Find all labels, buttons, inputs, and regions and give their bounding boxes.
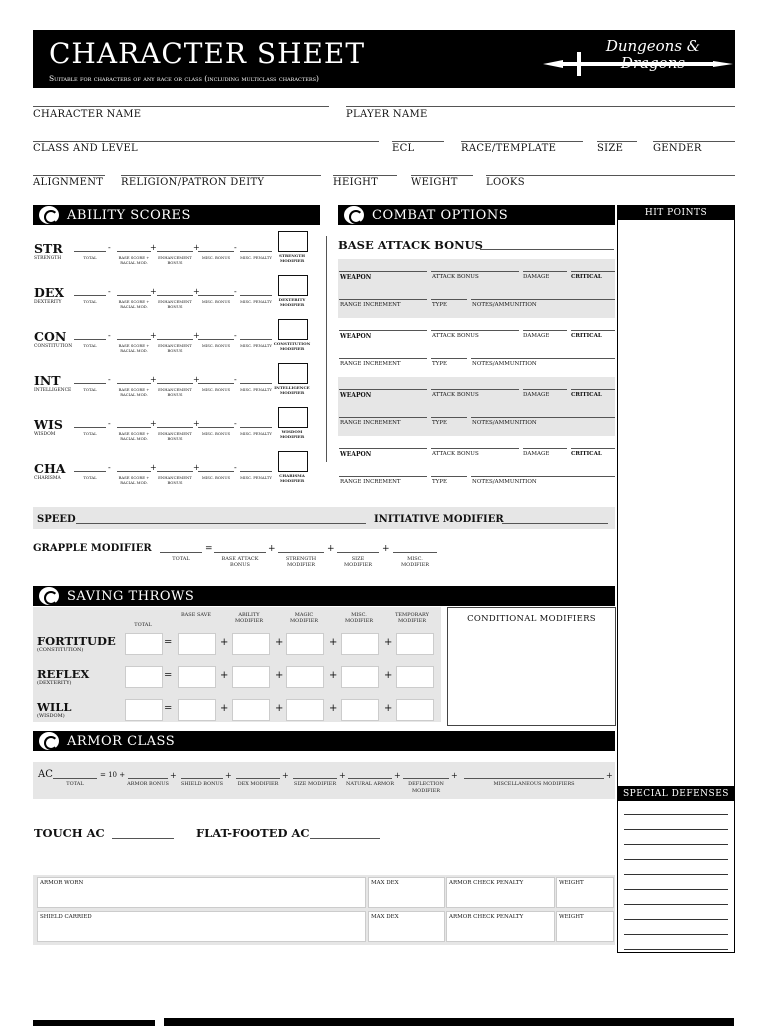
ability-wis-field[interactable] [240, 427, 272, 428]
ability-wis-label: WIS [34, 417, 63, 432]
special-defense-line[interactable] [624, 859, 728, 860]
ability-wis-sublabel: TOTAL [83, 431, 97, 436]
ac-sublabel: ARMOR BONUS [127, 781, 169, 787]
looks-label: LOOKS [486, 177, 525, 188]
religion-label: RELIGION/PATRON DEITY [121, 177, 265, 188]
dragon-emblem-icon [344, 206, 364, 224]
special-defense-line[interactable] [624, 949, 728, 950]
ability-str-fullname: STRENGTH [34, 256, 62, 261]
operator: + [220, 670, 229, 681]
range-increment-label: RANGE INCREMENT [340, 479, 401, 485]
damage-label: DAMAGE [523, 333, 550, 339]
ability-wis-field[interactable] [74, 427, 106, 428]
ability-con-sublabel: MISC. PENALTY [240, 343, 272, 348]
ability-int-field[interactable] [240, 383, 272, 384]
ecl-label: ECL [392, 143, 415, 154]
alignment-label: ALIGNMENT [33, 177, 104, 188]
save-ref-field[interactable] [396, 666, 434, 688]
operator: + [329, 670, 338, 681]
attack-bonus-label: ATTACK BONUS [432, 333, 479, 339]
ac-sublabel: SHIELD BONUS [180, 781, 224, 787]
weapon-field[interactable] [431, 389, 519, 390]
special-defense-line[interactable] [624, 919, 728, 920]
sheet-subtitle: Suitable for characters of any race or class (including multiclass characters) [49, 74, 319, 83]
operator: + [606, 771, 613, 780]
ability-str-label: STR [34, 241, 63, 256]
ability-con-label: CON [34, 329, 67, 344]
weapon-field[interactable] [339, 389, 427, 390]
ac-sublabel: NATURAL ARMOR [346, 781, 394, 787]
ability-cha-sublabel: BASE SCORE + RACIAL MOD. [118, 475, 150, 485]
dragon-emblem-icon [39, 587, 59, 605]
save-will-field[interactable] [178, 699, 216, 721]
ability-wis-sublabel: MISC. PENALTY [240, 431, 272, 436]
weapon-field[interactable] [339, 476, 427, 477]
operator: + [329, 703, 338, 714]
weapon-field[interactable] [339, 330, 427, 331]
special-defense-line[interactable] [624, 934, 728, 935]
operator: + [170, 771, 177, 780]
operator: - [108, 331, 111, 340]
operator: + [220, 637, 229, 648]
weapon-label: WEAPON [340, 274, 372, 281]
ability-int-label: INT [34, 373, 61, 388]
ability-wis-sublabel: ENHANCEMENT BONUS [158, 431, 192, 441]
operator: + [451, 771, 458, 780]
weapon-field[interactable] [339, 271, 427, 272]
ability-wis-modifier-box[interactable] [278, 407, 308, 428]
special-defense-line[interactable] [624, 889, 728, 890]
ability-str-sublabel: TOTAL [83, 255, 97, 260]
ability-int-modifier-label: INTELLIGENCE MODIFIER [274, 385, 310, 395]
ability-con-field[interactable] [157, 339, 193, 340]
ability-str-modifier-label: STRENGTH MODIFIER [278, 253, 306, 263]
ability-str-field[interactable] [74, 251, 106, 252]
operator: + [193, 419, 200, 428]
ac-field[interactable] [293, 778, 337, 779]
sheet-title: CHARACTER SHEET [49, 37, 366, 70]
weapon-field[interactable] [471, 476, 615, 477]
operator: + [150, 331, 157, 340]
damage-label: DAMAGE [523, 274, 550, 280]
ability-cha-sublabel: TOTAL [83, 475, 97, 480]
save-fort-label: FORTITUDE [37, 634, 116, 648]
critical-label: CRITICAL [571, 333, 602, 339]
special-defenses-box[interactable] [617, 786, 735, 953]
notes-label: NOTES/AMMUNITION [472, 361, 537, 367]
weapon-field[interactable] [523, 448, 567, 449]
ability-str-sublabel: MISC. BONUS [201, 255, 231, 260]
armor-weight-label: WEIGHT [559, 914, 584, 920]
weapon-field[interactable] [571, 389, 615, 390]
character-name-label: CHARACTER NAME [33, 109, 142, 120]
critical-label: CRITICAL [571, 274, 602, 280]
base-attack-bonus-label: BASE ATTACK BONUS [338, 238, 483, 252]
ability-dex-sublabel: ENHANCEMENT BONUS [158, 299, 192, 309]
ac-sublabel: MISCELLANEOUS MODIFIERS [493, 781, 575, 787]
operator: - [108, 419, 111, 428]
ability-dex-sublabel: BASE SCORE + RACIAL MOD. [118, 299, 150, 309]
operator: - [108, 375, 111, 384]
ability-dex-label: DEX [34, 285, 65, 300]
ability-int-sublabel: ENHANCEMENT BONUS [158, 387, 192, 397]
ability-str-sublabel: MISC. PENALTY [240, 255, 272, 260]
ability-con-fullname: CONSTITUTION [34, 344, 73, 349]
header-banner [33, 30, 735, 88]
operator: - [108, 243, 111, 252]
notes-label: NOTES/AMMUNITION [472, 479, 537, 485]
save-will-field[interactable] [125, 699, 163, 721]
save-ref-field[interactable] [232, 666, 270, 688]
ability-cha-sublabel: MISC. BONUS [201, 475, 231, 480]
ability-dex-sublabel: TOTAL [83, 299, 97, 304]
operator: - [234, 243, 237, 252]
touch-ac-label: TOUCH AC [34, 826, 105, 840]
ability-dex-field[interactable] [198, 295, 234, 296]
operator: + [150, 463, 157, 472]
weapon-block-bg [338, 377, 615, 436]
operator: - [234, 375, 237, 384]
ability-con-modifier-box[interactable] [278, 319, 308, 340]
check-penalty-label: ARMOR CHECK PENALTY [449, 880, 524, 886]
ability-dex-modifier-box[interactable] [278, 275, 308, 296]
operator: + [275, 670, 284, 681]
ability-dex-sublabel: MISC. BONUS [201, 299, 231, 304]
ability-con-sublabel: TOTAL [83, 343, 97, 348]
ability-dex-field[interactable] [157, 295, 193, 296]
ability-con-sublabel: ENHANCEMENT BONUS [158, 343, 192, 353]
save-fort-field[interactable] [232, 633, 270, 655]
operator: + [193, 287, 200, 296]
save-fort-field[interactable] [125, 633, 163, 655]
type-label: TYPE [432, 420, 448, 426]
special-defense-line[interactable] [624, 874, 728, 875]
weapon-field[interactable] [571, 448, 615, 449]
ac-sublabel: DEX MODIFIER [237, 781, 279, 787]
ability-int-sublabel: MISC. BONUS [201, 387, 231, 392]
ability-str-modifier-box[interactable] [278, 231, 308, 252]
gender-label: GENDER [653, 143, 702, 154]
operator: + [150, 375, 157, 384]
ability-int-fullname: INTELLIGENCE [34, 388, 72, 393]
check-penalty-label: ARMOR CHECK PENALTY [449, 914, 524, 920]
weapon-field[interactable] [431, 330, 519, 331]
operator: + [384, 670, 393, 681]
ability-cha-field[interactable] [198, 471, 234, 472]
attack-bonus-label: ATTACK BONUS [432, 274, 479, 280]
ability-cha-field[interactable] [74, 471, 106, 472]
saving-throws-header: SAVING THROWS [33, 586, 615, 606]
save-ref-field[interactable] [178, 666, 216, 688]
ability-int-sublabel: TOTAL [83, 387, 97, 392]
ability-int-modifier-box[interactable] [278, 363, 308, 384]
ac-field[interactable] [181, 778, 223, 779]
weapon-label: WEAPON [340, 333, 372, 340]
save-will-field[interactable] [232, 699, 270, 721]
weapon-field[interactable] [339, 417, 427, 418]
save-ref-field[interactable] [341, 666, 379, 688]
operator: + [220, 703, 229, 714]
ability-dex-field[interactable] [117, 295, 151, 296]
ability-dex-modifier-label: DEXTERITY MODIFIER [278, 297, 306, 307]
ability-cha-label: CHA [34, 461, 66, 476]
ability-dex-sublabel: MISC. PENALTY [240, 299, 272, 304]
combat-options-header: COMBAT OPTIONS [338, 205, 615, 225]
critical-label: CRITICAL [571, 392, 602, 398]
weapon-field[interactable] [523, 330, 567, 331]
save-ref-sublabel: (DEXTERITY) [37, 680, 72, 686]
weapon-field[interactable] [431, 476, 467, 477]
attack-bonus-label: ATTACK BONUS [432, 392, 479, 398]
operator: - [234, 331, 237, 340]
weapon-field[interactable] [471, 358, 615, 359]
ability-cha-modifier-label: CHARISMA MODIFIER [279, 473, 305, 483]
weapon-field[interactable] [571, 271, 615, 272]
weapon-label: WEAPON [340, 451, 372, 458]
operator: + [193, 331, 200, 340]
weapon-block-bg [338, 259, 615, 318]
operator: - [108, 287, 111, 296]
ac-sublabel: SIZE MODIFIER [293, 781, 337, 787]
save-ref-field[interactable] [286, 666, 324, 688]
operator: = [164, 703, 173, 714]
weapon-field[interactable] [471, 299, 615, 300]
save-will-field[interactable] [341, 699, 379, 721]
operator: + [225, 771, 232, 780]
conditional-modifiers-box[interactable]: CONDITIONAL MODIFIERS [447, 607, 616, 726]
save-fort-field[interactable] [341, 633, 379, 655]
operator: + [275, 703, 284, 714]
ability-cha-fullname: CHARISMA [34, 476, 61, 481]
ability-wis-field[interactable] [157, 427, 193, 428]
ability-str-field[interactable] [157, 251, 193, 252]
operator: + [384, 703, 393, 714]
hit-points-box[interactable] [617, 205, 735, 787]
operator: + [150, 419, 157, 428]
weapon-field[interactable] [431, 448, 519, 449]
ability-str-field[interactable] [117, 251, 151, 252]
attack-bonus-label: ATTACK BONUS [432, 451, 479, 457]
operator: + [339, 771, 346, 780]
special-defense-line[interactable] [624, 904, 728, 905]
notes-label: NOTES/AMMUNITION [472, 420, 537, 426]
hit-points-title: HIT POINTS [618, 206, 734, 220]
weapon-field[interactable] [431, 358, 467, 359]
weapon-field[interactable] [339, 299, 427, 300]
ability-cha-sublabel: MISC. PENALTY [240, 475, 272, 480]
operator: - [234, 287, 237, 296]
special-defenses-title: SPECIAL DEFENSES [618, 787, 734, 801]
weapon-field[interactable] [471, 417, 615, 418]
ac-field[interactable] [403, 778, 449, 779]
operator: + [384, 637, 393, 648]
initiative-label: INITIATIVE MODIFIER [374, 514, 504, 525]
save-will-sublabel: (WISDOM) [37, 713, 65, 719]
special-defense-line[interactable] [624, 814, 728, 815]
max-dex-label: MAX DEX [371, 880, 399, 886]
special-defense-line[interactable] [624, 829, 728, 830]
ability-str-field[interactable] [198, 251, 234, 252]
ability-cha-field[interactable] [157, 471, 193, 472]
operator: - [108, 463, 111, 472]
weapon-field[interactable] [523, 271, 567, 272]
weapon-field[interactable] [431, 299, 467, 300]
ability-con-field[interactable] [117, 339, 151, 340]
ability-int-sublabel: BASE SCORE + RACIAL MOD. [118, 387, 150, 397]
weapon-field[interactable] [571, 330, 615, 331]
weapon-field[interactable] [431, 417, 467, 418]
max-dex-label: MAX DEX [371, 914, 399, 920]
critical-label: CRITICAL [571, 451, 602, 457]
weapon-field[interactable] [523, 389, 567, 390]
race-label: RACE/TEMPLATE [461, 143, 557, 154]
flat-footed-ac-label: FLAT-FOOTED AC [196, 826, 310, 840]
logo-text: Dungeons & Dragons [605, 37, 701, 72]
ability-con-field[interactable] [198, 339, 234, 340]
operator: + [150, 243, 157, 252]
grapple-label: GRAPPLE MODIFIER [33, 543, 152, 554]
type-label: TYPE [432, 361, 448, 367]
range-increment-label: RANGE INCREMENT [340, 420, 401, 426]
save-ref-field[interactable] [125, 666, 163, 688]
ac-field[interactable] [128, 778, 168, 779]
ac-total-label: TOTAL [66, 781, 84, 787]
ability-int-sublabel: MISC. PENALTY [240, 387, 272, 392]
operator: + [150, 287, 157, 296]
damage-label: DAMAGE [523, 392, 550, 398]
armor-class-header: ARMOR CLASS [33, 731, 615, 751]
ability-con-modifier-label: CONSTITUTION MODIFIER [273, 341, 311, 351]
ability-cha-sublabel: ENHANCEMENT BONUS [158, 475, 192, 485]
weight-label: WEIGHT [411, 177, 458, 188]
operator: + [329, 637, 338, 648]
weapon-field[interactable] [339, 358, 427, 359]
operator: - [234, 463, 237, 472]
operator: - [234, 419, 237, 428]
operator: = [164, 637, 173, 648]
range-increment-label: RANGE INCREMENT [340, 302, 401, 308]
save-will-label: WILL [37, 700, 72, 714]
operator: = [164, 670, 173, 681]
ability-int-field[interactable] [74, 383, 106, 384]
save-will-field[interactable] [396, 699, 434, 721]
ability-wis-sublabel: MISC. BONUS [201, 431, 231, 436]
type-label: TYPE [432, 302, 448, 308]
weapon-label: WEAPON [340, 392, 372, 399]
ability-str-field[interactable] [240, 251, 272, 252]
operator: + [193, 243, 200, 252]
weapon-field[interactable] [431, 271, 519, 272]
ability-wis-field[interactable] [198, 427, 234, 428]
armor-worn-label: ARMOR WORN [40, 880, 84, 886]
save-fort-field[interactable] [286, 633, 324, 655]
dragon-emblem-icon [39, 732, 59, 750]
ability-con-field[interactable] [74, 339, 106, 340]
armor-weight-label: WEIGHT [559, 880, 584, 886]
ability-wis-field[interactable] [117, 427, 151, 428]
save-ref-label: REFLEX [37, 667, 90, 681]
range-increment-label: RANGE INCREMENT [340, 361, 401, 367]
save-fort-field[interactable] [178, 633, 216, 655]
class-level-label: CLASS AND LEVEL [33, 143, 138, 154]
ability-dex-fullname: DEXTERITY [34, 300, 62, 305]
ability-int-field[interactable] [157, 383, 193, 384]
ability-cha-field[interactable] [240, 471, 272, 472]
notes-label: NOTES/AMMUNITION [472, 302, 537, 308]
shield-carried-label: SHIELD CARRIED [40, 914, 92, 920]
operator: + [193, 463, 200, 472]
ability-dex-field[interactable] [74, 295, 106, 296]
ability-dex-field[interactable] [240, 295, 272, 296]
operator: + [275, 637, 284, 648]
save-will-field[interactable] [286, 699, 324, 721]
ability-str-sublabel: BASE SCORE + RACIAL MOD. [118, 255, 150, 265]
type-label: TYPE [432, 479, 448, 485]
ability-int-field[interactable] [117, 383, 151, 384]
ac-field[interactable] [464, 778, 604, 779]
speed-label: SPEED [37, 514, 76, 525]
operator: + [282, 771, 289, 780]
ability-cha-modifier-box[interactable] [278, 451, 308, 472]
ac-field[interactable] [348, 778, 392, 779]
operator: + [193, 375, 200, 384]
ability-wis-modifier-label: WISDOM MODIFIER [279, 429, 305, 439]
ability-wis-fullname: WISDOM [34, 432, 56, 437]
ability-wis-sublabel: BASE SCORE + RACIAL MOD. [118, 431, 150, 441]
dragon-emblem-icon [39, 206, 59, 224]
ac-field[interactable] [236, 778, 280, 779]
height-label: HEIGHT [333, 177, 379, 188]
operator: + [394, 771, 401, 780]
ability-str-sublabel: ENHANCEMENT BONUS [158, 255, 192, 265]
ability-int-field[interactable] [198, 383, 234, 384]
ability-con-sublabel: MISC. BONUS [201, 343, 231, 348]
size-label: SIZE [597, 143, 624, 154]
special-defense-line[interactable] [624, 844, 728, 845]
save-fort-sublabel: (CONSTITUTION) [37, 647, 84, 653]
armor-worn-field[interactable] [37, 877, 366, 908]
ability-cha-field[interactable] [117, 471, 151, 472]
weapon-field[interactable] [339, 448, 427, 449]
ac-sublabel: DEFLECTION MODIFIER [408, 781, 444, 794]
damage-label: DAMAGE [523, 451, 550, 457]
ability-con-field[interactable] [240, 339, 272, 340]
ability-scores-header: ABILITY SCORES [33, 205, 320, 225]
save-fort-field[interactable] [396, 633, 434, 655]
player-name-label: PLAYER NAME [346, 109, 428, 120]
ability-con-sublabel: BASE SCORE + RACIAL MOD. [118, 343, 150, 353]
